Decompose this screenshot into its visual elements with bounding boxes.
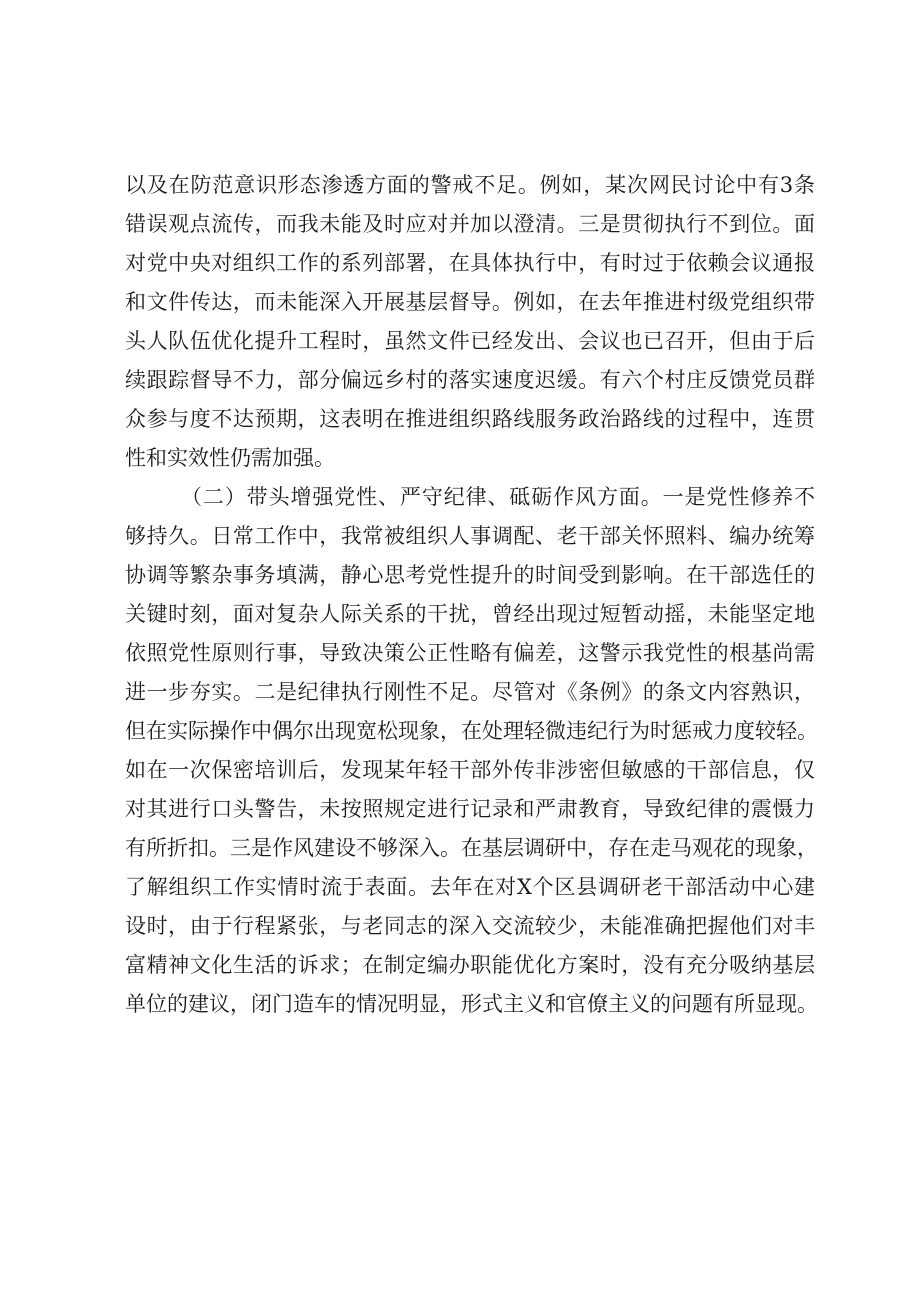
paragraph-1 xyxy=(125,166,815,478)
text-line: 头人队伍优化提升工程时，虽然文件已经发出、会议也已召开，但由于后 xyxy=(125,329,815,353)
document-body xyxy=(125,166,818,1024)
section-heading-line: （二）带头增强党性、严守纪律、砥砺作风方面。一是党性修养不 xyxy=(181,485,815,509)
text-line: 进一步夯实。二是纪律执行刚性不足。尽管对《条例》的条文内容熟识， xyxy=(125,680,815,704)
text-line: 设时，由于行程紧张，与老同志的深入交流较少，未能准确把握他们对丰 xyxy=(125,914,815,938)
paragraph-2 xyxy=(125,478,818,1024)
text-line: 错误观点流传，而我未能及时应对并加以澄清。三是贯彻执行不到位。面 xyxy=(125,212,815,236)
text-line: 协调等繁杂事务填满，静心思考党性提升的时间受到影响。在干部选任的 xyxy=(125,563,815,587)
text-line: 对其进行口头警告，未按照规定进行记录和严肃教育，导致纪律的震慑力 xyxy=(125,797,815,821)
text-line: 众参与度不达预期，这表明在推进组织路线服务政治路线的过程中，连贯 xyxy=(125,407,815,431)
text-line: 了解组织工作实情时流于表面。去年在对X个区县调研老干部活动中心建 xyxy=(125,875,815,899)
text-line: 对党中央对组织工作的系列部署，在具体执行中，有时过于依赖会议通报 xyxy=(125,251,815,275)
text-line: 富精神文化生活的诉求；在制定编办职能优化方案时，没有充分吸纳基层 xyxy=(125,953,815,977)
text-line: 以及在防范意识形态渗透方面的警戒不足。例如，某次网民讨论中有3条 xyxy=(125,173,815,197)
text-line: 依照党性原则行事，导致决策公正性略有偏差，这警示我党性的根基尚需 xyxy=(125,641,815,665)
text-line: 续跟踪督导不力，部分偏远乡村的落实速度迟缓。有六个村庄反馈党员群 xyxy=(125,368,815,392)
text-line: 但在实际操作中偶尔出现宽松现象，在处理轻微违纪行为时惩戒力度较轻。 xyxy=(125,719,818,743)
text-line: 单位的建议，闭门造车的情况明显，形式主义和官僚主义的问题有所显现。 xyxy=(125,992,818,1016)
text-line: 性和实效性仍需加强。 xyxy=(125,446,335,470)
text-line: 关键时刻，面对复杂人际关系的干扰，曾经出现过短暂动摇，未能坚定地 xyxy=(125,602,815,626)
text-line: 如在一次保密培训后，发现某年轻干部外传非涉密但敏感的干部信息，仅 xyxy=(125,758,815,782)
text-line: 和文件传达，而未能深入开展基层督导。例如，在去年推进村级党组织带 xyxy=(125,290,815,314)
text-line: 有所折扣。三是作风建设不够深入。在基层调研中，存在走马观花的现象， xyxy=(125,836,818,860)
text-line: 够持久。日常工作中，我常被组织人事调配、老干部关怀照料、编办统筹 xyxy=(125,524,815,548)
